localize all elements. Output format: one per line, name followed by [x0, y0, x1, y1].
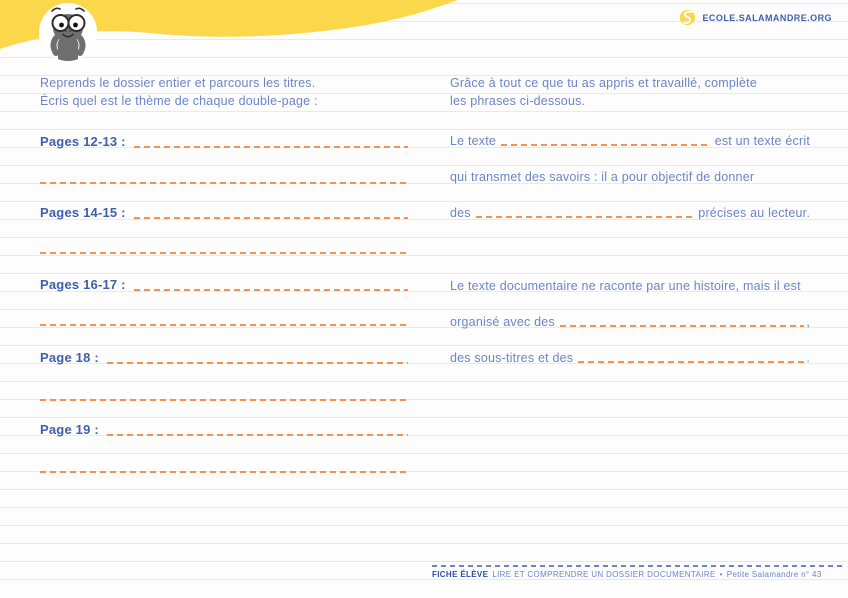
sentence2-line2	[450, 314, 810, 330]
sentence1-line1	[450, 133, 810, 149]
left-instruction-line1: Reprends le dossier entier et parcours les titres.	[40, 76, 316, 90]
sentence2-punct2: .	[806, 351, 810, 365]
sentence2-line3	[450, 350, 810, 366]
site-logo[interactable]	[679, 9, 832, 26]
answer-blank-page-18-line2[interactable]	[40, 399, 408, 401]
fill-row-pages-16-17	[40, 277, 408, 293]
page-label-16-17: Pages 16-17 :	[40, 277, 126, 292]
sentence2-punct1: ,	[806, 315, 810, 329]
left-instruction-line2: Écris quel est le thème de chaque double-page :	[40, 94, 318, 108]
page-label-19: Page 19 :	[40, 422, 99, 437]
footer-label: FICHE ÉLÈVE	[432, 570, 489, 579]
footer-issue: Petite Salamandre n° 43	[726, 570, 822, 579]
fill-row-pages-12-13	[40, 134, 408, 150]
fill-row-page-19	[40, 422, 408, 438]
sentence2-text2: organisé avec des	[450, 315, 555, 329]
salamander-mascot-icon	[37, 1, 99, 63]
answer-blank-page-18[interactable]	[107, 362, 408, 364]
sentence2-text3: des sous-titres et des	[450, 351, 574, 365]
answer-blank-pages-12-13[interactable]	[134, 146, 408, 148]
sentence1-text4: des	[450, 206, 471, 220]
answer-blank-informations[interactable]	[476, 216, 694, 218]
sentence1-line3	[450, 205, 810, 221]
answer-blank-pages-14-15[interactable]	[134, 217, 408, 219]
answer-blank-pages-12-13-line2[interactable]	[40, 182, 408, 184]
answer-blank-page-19-line2[interactable]	[40, 471, 408, 473]
right-instructions	[450, 74, 757, 110]
page-label-14-15: Pages 14-15 :	[40, 205, 126, 220]
right-instruction-line2: les phrases ci-dessous.	[450, 94, 586, 108]
site-url[interactable]: ECOLE.SALAMANDRE.ORG	[702, 12, 832, 23]
answer-blank-page-19[interactable]	[107, 434, 408, 436]
footer-credit	[432, 570, 822, 579]
left-instructions	[40, 74, 318, 110]
sentence1-line2	[450, 169, 810, 185]
sentence1-text2: est un texte écrit	[714, 134, 810, 148]
sentence1-text5: précises au lecteur.	[698, 206, 810, 220]
page-label-18: Page 18 :	[40, 350, 99, 365]
answer-blank-pages-14-15-line2[interactable]	[40, 252, 408, 254]
footer-divider	[432, 565, 845, 567]
mascot-avatar	[37, 1, 99, 63]
fill-row-page-18	[40, 350, 408, 366]
sentence1-text3: qui transmet des savoirs : il a pour objectif de donner	[450, 170, 755, 184]
salamander-swirl-icon	[679, 9, 696, 26]
sentence2-text1: Le texte documentaire ne raconte par une histoire, mais il est	[450, 279, 801, 293]
answer-blank-pages-16-17-line2[interactable]	[40, 324, 408, 326]
answer-blank-paragraphes[interactable]	[578, 361, 804, 363]
page-label-12-13: Pages 12-13 :	[40, 134, 126, 149]
answer-blank-texte-type[interactable]	[501, 144, 710, 146]
right-instruction-line1: Grâce à tout ce que tu as appris et travaillé, complète	[450, 76, 757, 90]
footer-title: LIRE ET COMPRENDRE UN DOSSIER DOCUMENTAIRE	[492, 570, 716, 579]
answer-blank-pages-16-17[interactable]	[134, 289, 408, 291]
sentence1-text1: Le texte	[450, 134, 497, 148]
footer-bullet-icon: •	[719, 570, 723, 579]
fill-row-pages-14-15	[40, 205, 408, 221]
sentence2-line1	[450, 278, 810, 294]
answer-blank-titres[interactable]	[560, 325, 804, 327]
